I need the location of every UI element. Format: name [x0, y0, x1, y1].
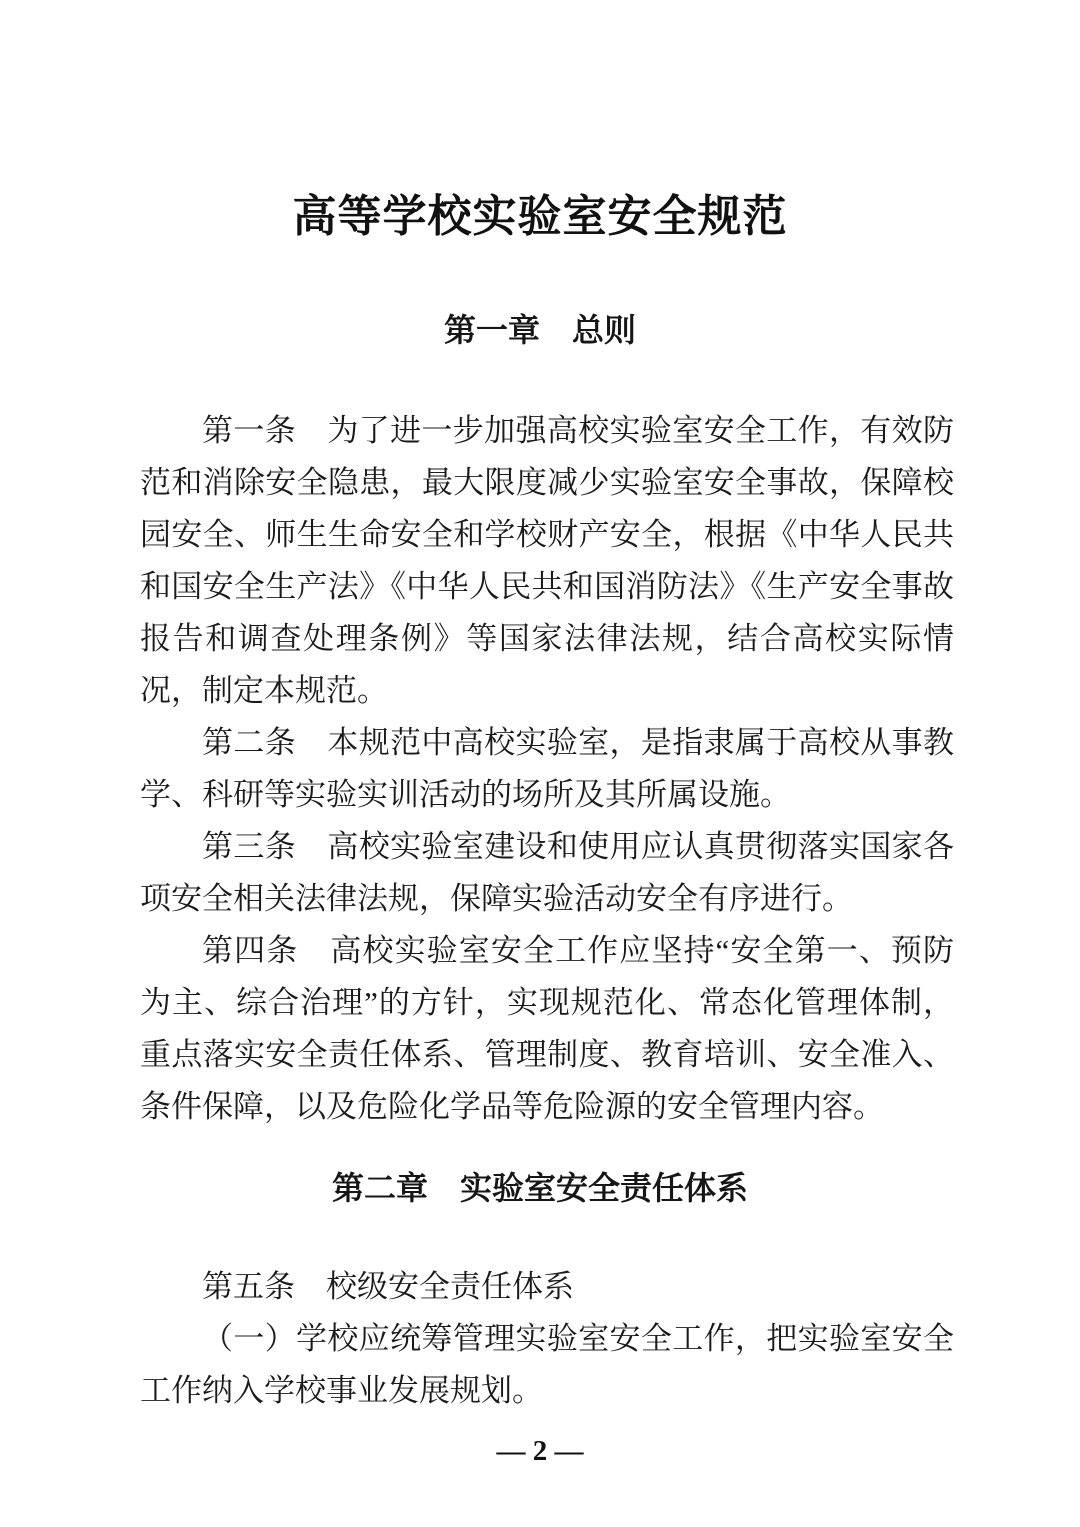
chapter-2-heading: 第二章 实验室安全责任体系 [331, 1170, 748, 1207]
article-1-paragraph: 第一条 为了进一步加强高校实验室安全工作，有效防范和消除安全隐患，最大限度减少实验室安全事故，保障校园安全、师生生命安全和学校财产安全，根据《中华人民共和国安全生产法》《中华人民共和国消防法》《生产安全事故报告和调查处理条例》等国家法律法规，结合高校实际情况，制定本规范。 [140, 413, 954, 709]
article-5-clause-1-paragraph: （一）学校应统筹管理实验室安全工作，把实验室安全工作纳入学校事业发展规划。 [140, 1321, 954, 1409]
chapter-2-body [140, 1261, 954, 1417]
chapter-1-heading: 第一章 总则 [443, 312, 636, 349]
article-5-paragraph: 第五条 校级安全责任体系 [202, 1269, 574, 1305]
article-3-paragraph: 第三条 高校实验室建设和使用应认真贯彻落实国家各项安全相关法律法规，保障实验活动安全有序进行。 [140, 829, 954, 917]
page-number: — 2 — [496, 1435, 584, 1468]
chapter-1-body [140, 405, 954, 1133]
article-2-paragraph: 第二条 本规范中高校实验室，是指隶属于高校从事教学、科研等实验实训活动的场所及其所属设施。 [140, 725, 954, 813]
page-title: 高等学校实验室安全规范 [292, 192, 788, 242]
article-4-paragraph: 第四条 高校实验室安全工作应坚持“安全第一、预防为主、综合治理”的方针，实现规范化、常态化管理体制，重点落实安全责任体系、管理制度、教育培训、安全准入、条件保障，以及危险化学品等危险源的安全管理内容。 [140, 933, 954, 1125]
